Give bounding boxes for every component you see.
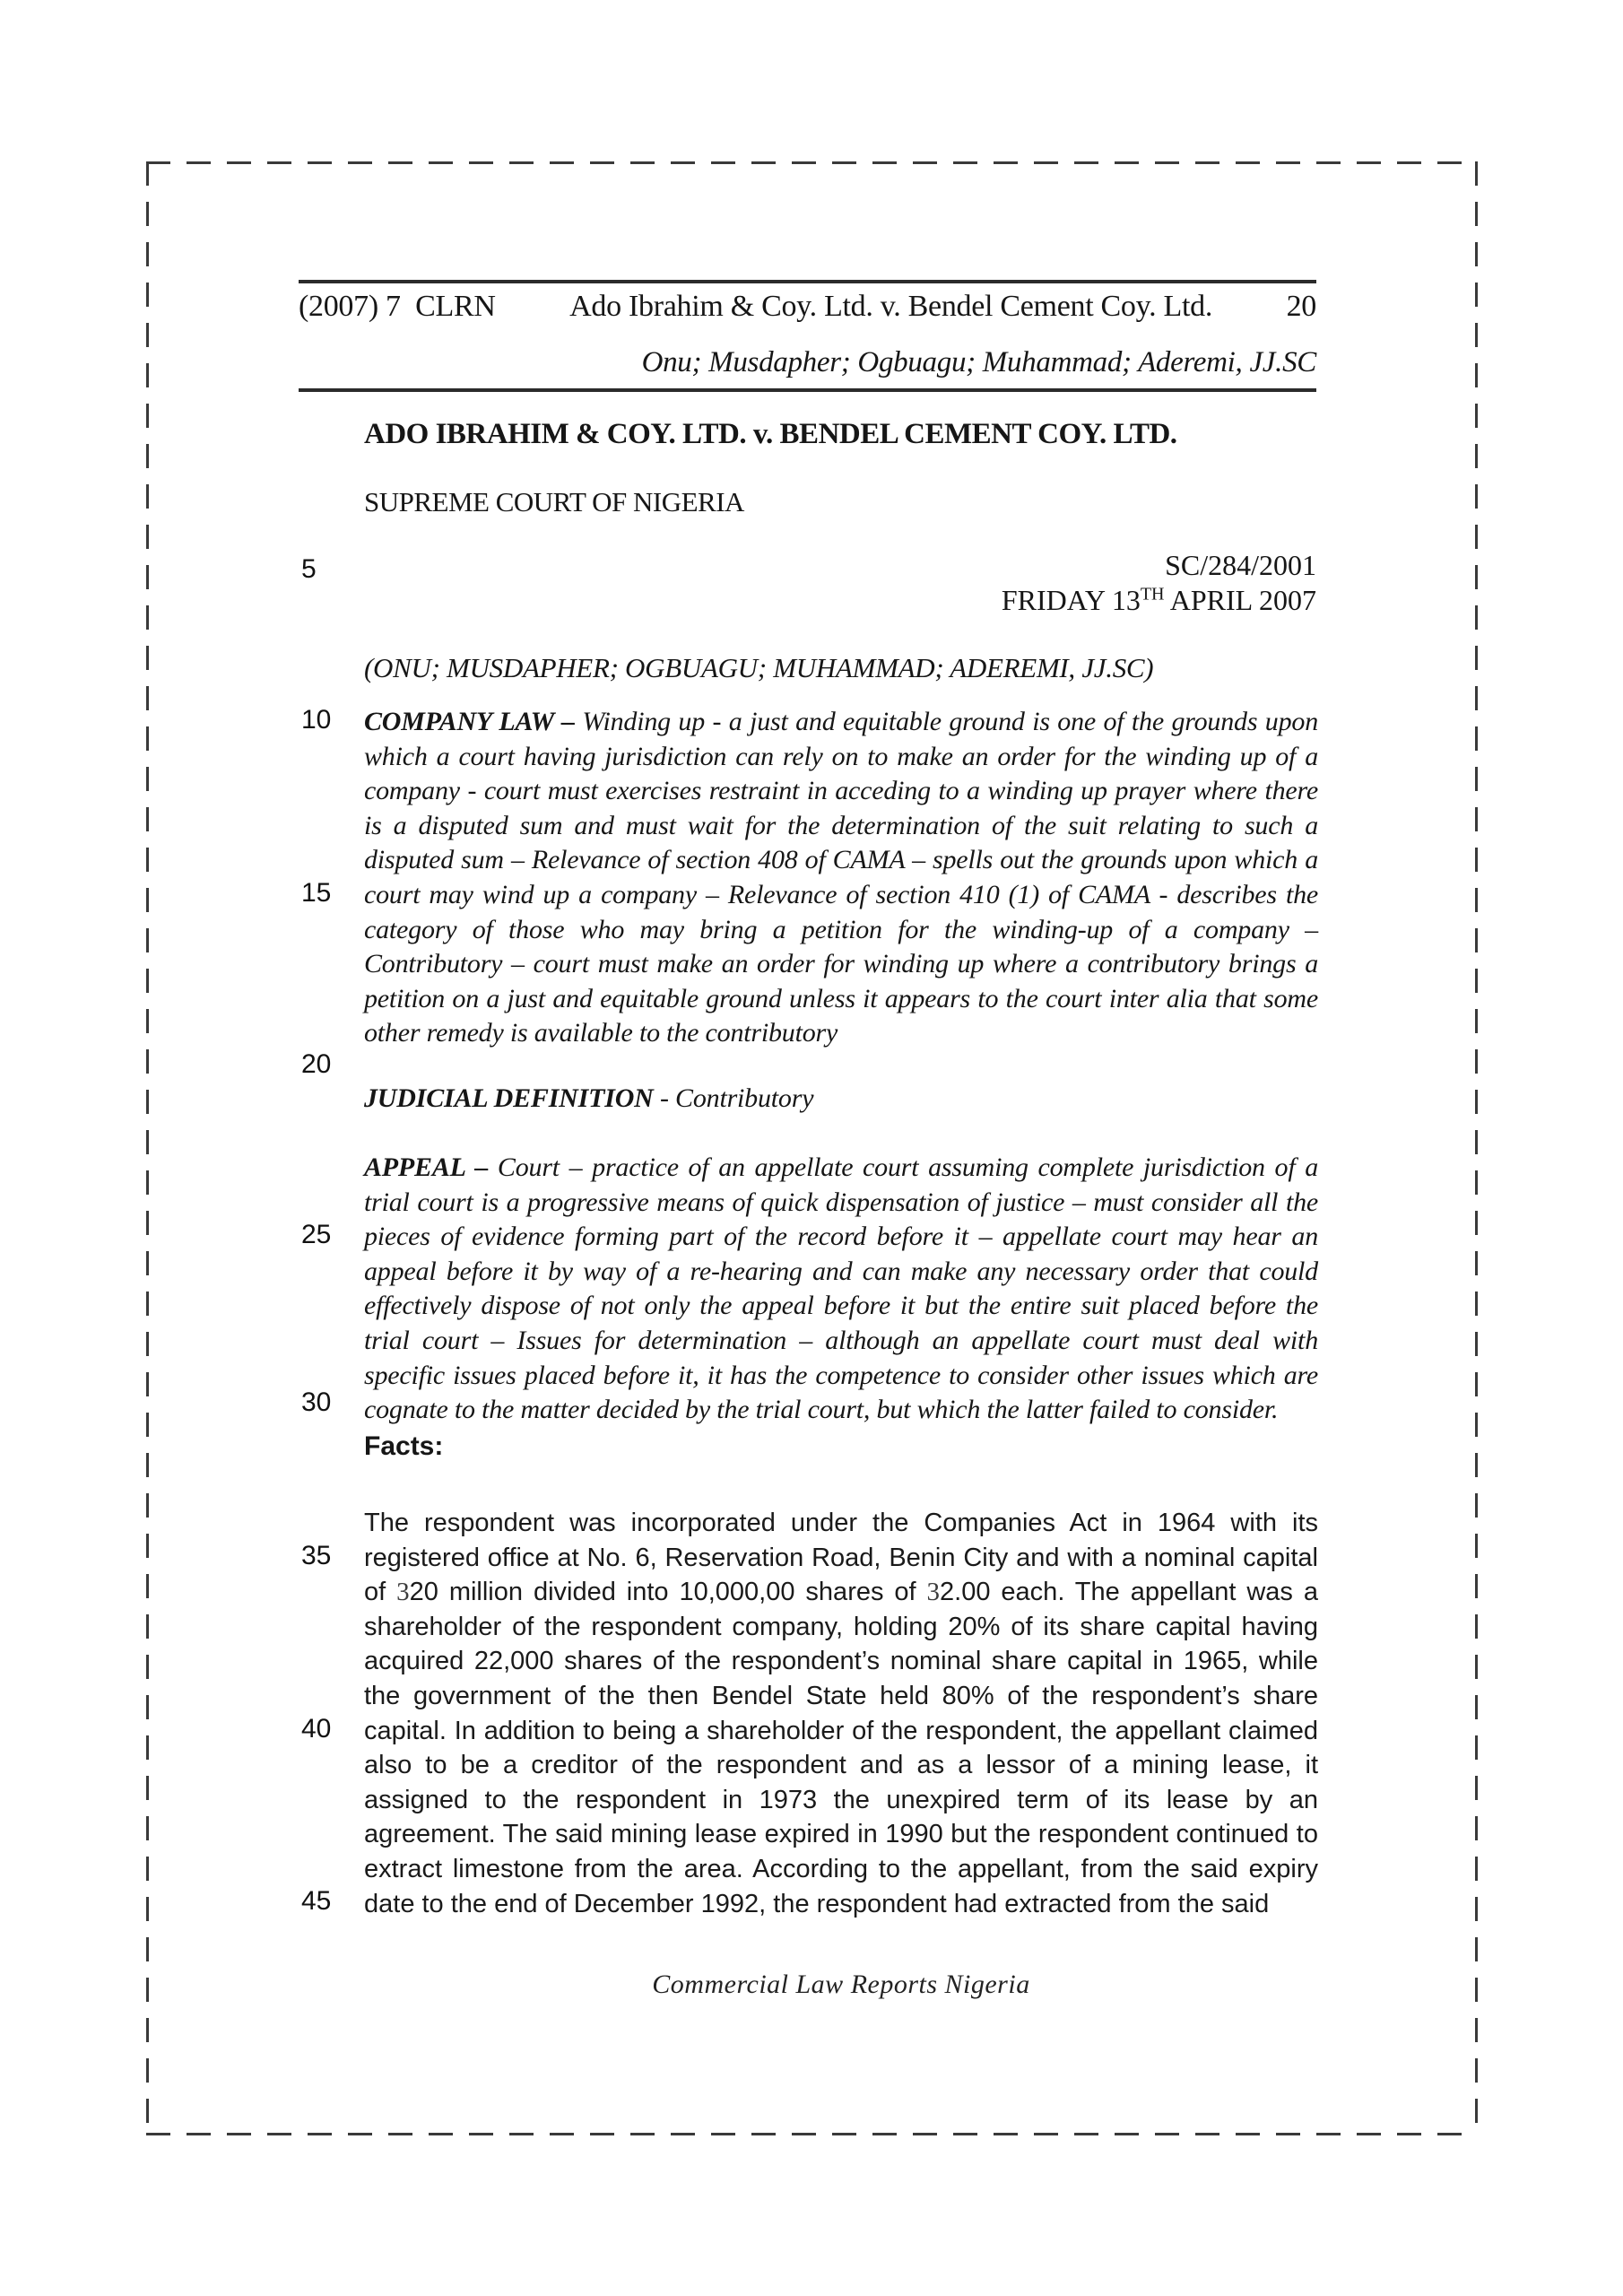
margin-line-number: 10 (301, 705, 332, 735)
catchword-text: Contributory (675, 1083, 814, 1113)
catchword-judicial-definition (364, 1082, 1318, 1117)
facts-heading: Facts: (364, 1431, 444, 1461)
facts-text-run: 2.00 each. The appellant was a shareholder of the respondent company, holding 20% of its share capital having acquired 22,000 shares of the respondent’s nominal share capital in 1965, while the government of the then Bendel State held 80% of the respondent’s share capital. In addition to being a shareholder of the respondent, the appellant claimed also to be a creditor of the respondent and as a lessor of a mining lease, it assigned to the respondent in 1973 the unexpired term of its lease by an agreement. The said mining lease expired in 1990 but the respondent continued to extract limestone from the area. According to the appellant, from the said expiry date to the end of December 1992, the respondent had extracted from the said (364, 1578, 1318, 1918)
margin-line-number: 30 (301, 1387, 332, 1417)
facts-text-run: 20 million divided into 10,000,00 shares of (409, 1578, 927, 1607)
citation: (2007) 7 CLRN (299, 290, 496, 323)
suit-number: SC/284/2001 (1165, 549, 1316, 581)
catchword-label: COMPANY LAW (364, 707, 554, 736)
margin-line-number: 35 (301, 1541, 332, 1570)
margin-line-number: 45 (301, 1886, 332, 1916)
facts-text-run: The respondent was incorporated under the Companies Act in 1964 with its registered office at No. 6, Reservation Road, Benin City and with a nominal capital of (364, 1509, 1318, 1607)
running-header (299, 290, 1316, 324)
margin-line-number: 15 (301, 878, 332, 908)
catchword-label: APPEAL (364, 1152, 465, 1182)
hearing-date-day: FRIDAY 13 (1001, 584, 1141, 616)
hearing-date-rest: APRIL 2007 (1164, 584, 1316, 616)
case-title: ADO IBRAHIM & COY. LTD. v. BENDEL CEMENT COY. LTD. (364, 418, 1177, 450)
hearing-date (364, 584, 1316, 617)
catchword-text: Court – practice of an appellate court assuming complete jurisdiction of a trial court is a progressive means of quick dispensation of justice – must consider all the pieces of evidence forming part of the record before it – appellate court may hear an appeal before it by way of a re-hearing and can make any necessary order that could effectively dispose of not only the appeal before it but the entire suit placed before the trial court – Issues for determination – although an appellate court must deal with specific issues placed before it, it has the competence to consider other issues which are cognate to the matter decided by the trial court, but which the latter failed to consider. (364, 1152, 1318, 1425)
catchword-text: Winding up - a just and equitable ground is one of the grounds upon which a court having jurisdiction can rely on to make an order for the winding up of a company - court must exercises restraint in acceding to a winding up prayer where there is a disputed sum and must wait for the determination of the suit relating to such a disputed sum – Relevance of section 408 of CAMA – spells out the grounds upon which a court may wind up a company – Relevance of section 410 (1) of CAMA - describes the category of those who may bring a petition for the winding-up of a company – Contributory – court must make an order for winding up where a contributory brings a petition on a just and equitable ground unless it appears to the court inter alia that some other remedy is available to the contributory (364, 707, 1318, 1048)
case-name-header: Ado Ibrahim & Coy. Ltd. v. Bendel Cement Coy. Ltd. (569, 290, 1213, 323)
catchword-appeal (364, 1151, 1318, 1428)
catchword-separator: - (653, 1083, 676, 1113)
page-border-top (146, 161, 1477, 164)
header-rule-bottom (299, 388, 1316, 392)
page-border-left (146, 161, 149, 2135)
coram-line: (ONU; MUSDAPHER; OGBUAGU; MUHAMMAD; ADEREMI, JJ.SC) (364, 652, 1154, 683)
header-rule-top (299, 280, 1316, 283)
naira-glyph: 3 (926, 1578, 941, 1607)
report-footer: Commercial Law Reports Nigeria (652, 1970, 1030, 1999)
catchword-separator: – (553, 707, 583, 736)
page-number: 20 (1286, 290, 1316, 323)
judges-line: Onu; Musdapher; Ogbuagu; Muhammad; Aderemi, JJ.SC (641, 346, 1316, 378)
hearing-date-ordinal: TH (1140, 584, 1165, 604)
catchword-label: JUDICIAL DEFINITION (364, 1083, 654, 1113)
facts-paragraph (364, 1506, 1318, 1921)
margin-line-number: 20 (301, 1049, 332, 1079)
margin-line-number: 40 (301, 1714, 332, 1744)
catchword-company-law (364, 705, 1318, 1051)
court-name: SUPREME COURT OF NIGERIA (364, 486, 744, 517)
naira-glyph: 3 (396, 1578, 410, 1607)
page-border-bottom (146, 2133, 1477, 2135)
margin-line-number: 5 (301, 554, 317, 584)
catchword-separator: – (464, 1152, 498, 1182)
margin-line-number: 25 (301, 1220, 332, 1249)
page-border-right (1475, 161, 1478, 2135)
